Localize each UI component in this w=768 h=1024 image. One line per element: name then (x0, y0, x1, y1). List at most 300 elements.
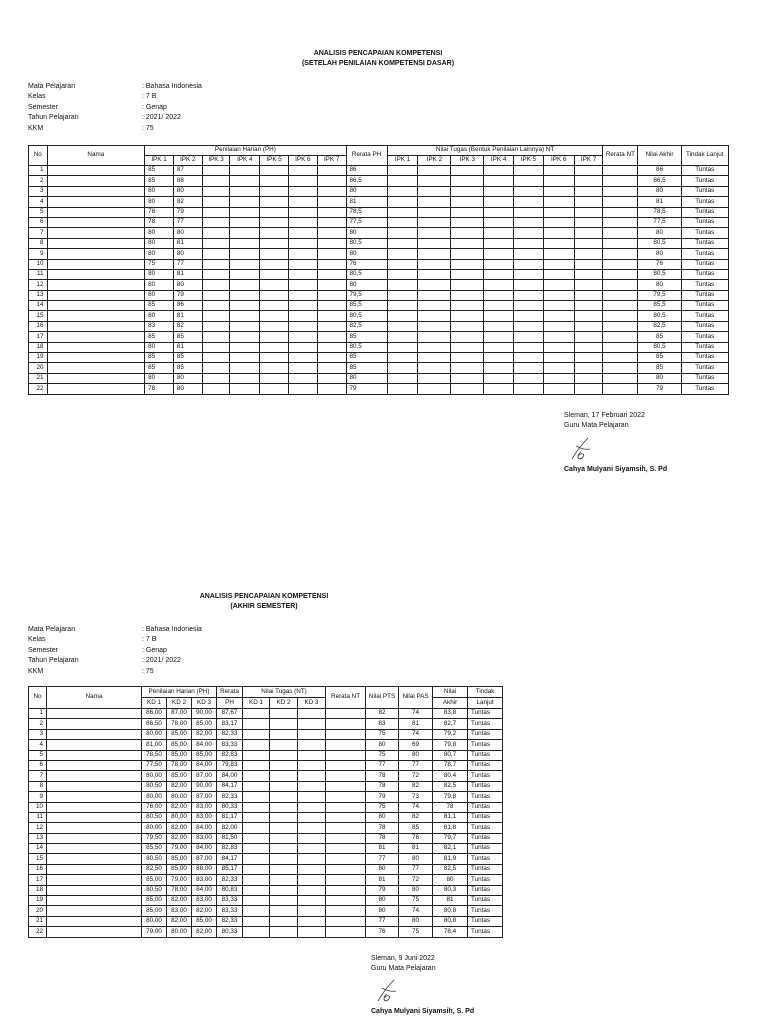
cell-empty (230, 290, 260, 300)
cell-empty (387, 166, 418, 176)
cell-empty (270, 906, 298, 916)
cell-empty (260, 228, 289, 238)
cell-empty (202, 363, 230, 373)
cell-ipk2: 87 (173, 166, 202, 176)
cell-empty (603, 186, 638, 196)
cell-no: 8 (29, 238, 48, 248)
cell-empty (451, 332, 484, 342)
cell-rerata-ph: 80,5 (346, 238, 387, 248)
cell-pas: 77 (399, 760, 433, 770)
cell-empty (298, 792, 326, 802)
cell-tindak-lanjut: Tuntas (468, 854, 503, 864)
cell-empty (243, 927, 270, 937)
cell-tindak-lanjut: Tuntas (681, 186, 728, 196)
cell-no: 14 (29, 301, 48, 311)
cell-pas: 74 (399, 802, 433, 812)
cell-rerata-ph: 84,17 (217, 854, 243, 864)
cell-empty (387, 259, 418, 269)
cell-kd2: 78,00 (167, 719, 192, 729)
cell-empty (288, 384, 317, 394)
cell-empty (202, 217, 230, 227)
cell-tindak-lanjut: Tuntas (681, 166, 728, 176)
cell-empty (317, 290, 346, 300)
cell-empty (484, 197, 514, 207)
cell-empty (270, 885, 298, 895)
cell-no: 2 (29, 719, 47, 729)
cell-empty (260, 238, 289, 248)
nt-ipk-header: IPK 3 (451, 156, 484, 166)
cell-empty (451, 301, 484, 311)
cell-ipk1: 80 (145, 249, 174, 259)
cell-rerata-ph: 83,33 (217, 906, 243, 916)
cell-tindak-lanjut: Tuntas (468, 771, 503, 781)
cell-empty (298, 729, 326, 739)
cell-tindak-lanjut: Tuntas (681, 373, 728, 383)
table-row (29, 249, 729, 259)
cell-no: 17 (29, 875, 47, 885)
cell-rerata-ph: 82,00 (217, 823, 243, 833)
cell-tindak-lanjut: Tuntas (468, 823, 503, 833)
cell-ipk1: 80 (145, 280, 174, 290)
cell-nama (47, 760, 142, 770)
ph-ipk-header: IPK 7 (317, 156, 346, 166)
cell-rerata-ph: 80 (346, 249, 387, 259)
cell-nilai-akhir: 79,2 (433, 729, 468, 739)
cell-empty (288, 207, 317, 217)
cell-empty (418, 301, 451, 311)
cell-ipk2: 81 (173, 311, 202, 321)
cell-nama (47, 238, 145, 248)
cell-empty (387, 186, 418, 196)
cell-empty (387, 342, 418, 352)
cell-empty (418, 280, 451, 290)
cell-empty (230, 384, 260, 394)
cell-kd1: 80,00 (142, 823, 167, 833)
cell-empty (243, 854, 270, 864)
cell-empty (298, 750, 326, 760)
cell-kd1: 80,00 (142, 916, 167, 926)
cell-empty (574, 207, 603, 217)
cell-empty (243, 719, 270, 729)
cell-empty (387, 176, 418, 186)
cell-kd3: 84,00 (192, 844, 217, 854)
cell-empty (260, 353, 289, 363)
cell-nilai-akhir: 86 (638, 166, 681, 176)
cell-nilai-akhir: 80,3 (433, 885, 468, 895)
cell-empty (298, 802, 326, 812)
cell-empty (326, 875, 366, 885)
table-row (29, 771, 503, 781)
cell-empty (418, 176, 451, 186)
cell-empty (514, 207, 544, 217)
cell-empty (543, 176, 574, 186)
cell-empty (260, 207, 289, 217)
cell-nama (47, 833, 142, 843)
cell-rerata-ph: 82,33 (217, 792, 243, 802)
info-value: : Genap (142, 646, 167, 654)
col-rerata-nt-header: Rerata NT (603, 146, 638, 166)
cell-rerata-ph: 81,17 (217, 812, 243, 822)
cell-empty (543, 342, 574, 352)
cell-empty (418, 311, 451, 321)
cell-nama (47, 792, 142, 802)
info-row (28, 656, 202, 666)
cell-kd2: 79,00 (167, 844, 192, 854)
cell-nama (47, 353, 145, 363)
cell-empty (514, 238, 544, 248)
cell-empty (298, 833, 326, 843)
cell-empty (514, 228, 544, 238)
cell-pts: 76 (366, 927, 399, 937)
cell-empty (270, 823, 298, 833)
cell-empty (202, 269, 230, 279)
cell-nama (47, 927, 142, 937)
cell-kd1: 80,00 (142, 729, 167, 739)
info-row (28, 625, 202, 635)
table-row (29, 896, 503, 906)
cell-no: 1 (29, 166, 48, 176)
ph-kd-header: KD 1 (142, 698, 167, 709)
col-tindak-lanjut-header: Tindak (468, 687, 503, 698)
cell-empty (298, 771, 326, 781)
cell-empty (202, 207, 230, 217)
cell-empty (288, 238, 317, 248)
cell-no: 17 (29, 332, 48, 342)
cell-rerata-ph: 83,17 (217, 719, 243, 729)
doc2-signature-name (371, 1007, 474, 1017)
cell-empty (603, 332, 638, 342)
cell-empty (543, 301, 574, 311)
cell-empty (603, 363, 638, 373)
cell-rerata-ph: 80 (346, 228, 387, 238)
cell-tindak-lanjut: Tuntas (681, 207, 728, 217)
cell-empty (288, 363, 317, 373)
cell-nilai-akhir: 80,5 (638, 342, 681, 352)
cell-empty (270, 740, 298, 750)
table-row (29, 373, 729, 383)
cell-rerata-ph: 85,17 (217, 864, 243, 874)
cell-nilai-akhir: 80,5 (638, 238, 681, 248)
cell-ipk1: 80 (145, 342, 174, 352)
cell-empty (418, 332, 451, 342)
cell-empty (543, 207, 574, 217)
cell-empty (202, 373, 230, 383)
cell-empty (243, 885, 270, 895)
cell-kd3: 87,00 (192, 792, 217, 802)
table-row (29, 864, 503, 874)
cell-kd3: 84,00 (192, 823, 217, 833)
cell-rerata-ph: 79,83 (217, 760, 243, 770)
cell-nilai-akhir: 81,8 (433, 823, 468, 833)
cell-kd1: 80,00 (142, 792, 167, 802)
cell-rerata-ph: 80,83 (217, 885, 243, 895)
cell-no: 20 (29, 363, 48, 373)
cell-pts: 80 (366, 812, 399, 822)
cell-empty (574, 186, 603, 196)
cell-rerata-ph: 80,5 (346, 342, 387, 352)
cell-empty (260, 197, 289, 207)
cell-no: 3 (29, 729, 47, 739)
cell-empty (326, 781, 366, 791)
cell-nama (47, 781, 142, 791)
table-row (29, 321, 729, 331)
cell-nama (47, 854, 142, 864)
cell-empty (202, 228, 230, 238)
doc1-title-line1: ANALISIS PENCAPAIAN KOMPETENSI (313, 50, 443, 57)
cell-nama (47, 259, 145, 269)
cell-no: 10 (29, 802, 47, 812)
nt-ipk-header: IPK 6 (543, 156, 574, 166)
cell-tindak-lanjut: Tuntas (468, 916, 503, 926)
cell-no: 12 (29, 280, 48, 290)
cell-rerata-ph: 77,5 (346, 217, 387, 227)
nt-ipk-header: IPK 5 (514, 156, 544, 166)
cell-empty (270, 927, 298, 937)
info-row (28, 103, 202, 113)
cell-rerata-ph: 87,67 (217, 709, 243, 719)
cell-empty (270, 719, 298, 729)
cell-empty (387, 207, 418, 217)
doc1-title-line2: (SETELAH PENILAIAN KOMPETENSI DASAR) (301, 60, 455, 67)
cell-no: 9 (29, 792, 47, 802)
cell-empty (288, 176, 317, 186)
cell-empty (230, 259, 260, 269)
doc2-title (114, 592, 414, 612)
col-ph-header: Penilaian Harian (PH) (142, 687, 217, 698)
cell-nilai-akhir: 81,1 (433, 812, 468, 822)
cell-empty (387, 373, 418, 383)
cell-empty (387, 290, 418, 300)
col-pas-header: Nilai PAS (399, 687, 433, 709)
cell-nilai-akhir: 82,5 (433, 864, 468, 874)
cell-tindak-lanjut: Tuntas (468, 885, 503, 895)
cell-pas: 74 (399, 709, 433, 719)
col-rerata-header: Rerata (217, 687, 243, 698)
col-nilai-akhir-header: Nilai Akhir (638, 146, 681, 166)
cell-empty (270, 771, 298, 781)
cell-empty (574, 311, 603, 321)
cell-empty (418, 373, 451, 383)
cell-empty (603, 301, 638, 311)
cell-empty (451, 228, 484, 238)
cell-pts: 75 (366, 729, 399, 739)
cell-no: 19 (29, 896, 47, 906)
table-row (29, 792, 503, 802)
cell-nama (47, 823, 142, 833)
info-row (28, 124, 202, 134)
cell-rerata-ph: 79 (346, 384, 387, 394)
table-row (29, 885, 503, 895)
signature-place-date: Sleman, 9 Juni 2022 (371, 955, 435, 962)
table-row (29, 916, 503, 926)
cell-kd2: 80,00 (167, 792, 192, 802)
cell-nilai-akhir: 80,8 (433, 906, 468, 916)
cell-no: 22 (29, 384, 48, 394)
col-ph-header: Penilaian Harian (PH) (145, 146, 346, 156)
cell-empty (484, 269, 514, 279)
cell-empty (484, 384, 514, 394)
table-row (29, 259, 729, 269)
cell-empty (514, 197, 544, 207)
cell-empty (514, 332, 544, 342)
cell-no: 19 (29, 353, 48, 363)
cell-kd2: 82,00 (167, 833, 192, 843)
cell-empty (418, 166, 451, 176)
cell-empty (514, 321, 544, 331)
cell-empty (514, 353, 544, 363)
cell-empty (298, 927, 326, 937)
cell-empty (451, 269, 484, 279)
cell-empty (418, 217, 451, 227)
cell-tindak-lanjut: Tuntas (681, 363, 728, 373)
cell-ipk2: 85 (173, 353, 202, 363)
cell-nilai-akhir: 82,5 (433, 781, 468, 791)
cell-ipk2: 80 (173, 384, 202, 394)
table-row (29, 802, 503, 812)
cell-empty (317, 384, 346, 394)
cell-nilai-akhir: 76 (638, 259, 681, 269)
ph-ipk-header: IPK 1 (145, 156, 174, 166)
cell-empty (514, 301, 544, 311)
cell-tindak-lanjut: Tuntas (468, 792, 503, 802)
cell-kd2: 80,00 (167, 812, 192, 822)
cell-empty (484, 353, 514, 363)
cell-empty (451, 311, 484, 321)
cell-nilai-akhir: 81 (638, 197, 681, 207)
cell-empty (418, 269, 451, 279)
cell-empty (514, 259, 544, 269)
cell-pts: 82 (366, 709, 399, 719)
cell-empty (230, 353, 260, 363)
cell-empty (260, 363, 289, 373)
cell-empty (270, 802, 298, 812)
cell-empty (243, 844, 270, 854)
cell-nilai-akhir: 83,8 (433, 709, 468, 719)
cell-pas: 80 (399, 885, 433, 895)
info-label: Mata Pelajaran (28, 626, 76, 633)
cell-no: 21 (29, 373, 48, 383)
cell-empty (451, 249, 484, 259)
cell-empty (387, 280, 418, 290)
cell-rerata-ph: 84,00 (217, 771, 243, 781)
cell-kd2: 82,00 (167, 896, 192, 906)
cell-kd2: 85,00 (167, 740, 192, 750)
cell-empty (298, 844, 326, 854)
cell-kd1: 80,50 (142, 812, 167, 822)
cell-kd2: 85,00 (167, 771, 192, 781)
cell-empty (484, 249, 514, 259)
cell-empty (270, 864, 298, 874)
cell-nama (47, 719, 142, 729)
cell-empty (484, 238, 514, 248)
info-row (28, 82, 202, 92)
cell-pas: 74 (399, 906, 433, 916)
cell-rerata-ph: 76 (346, 259, 387, 269)
cell-nama (47, 771, 142, 781)
cell-kd1: 77,50 (142, 760, 167, 770)
cell-empty (270, 781, 298, 791)
cell-empty (484, 207, 514, 217)
cell-tindak-lanjut: Tuntas (468, 802, 503, 812)
cell-rerata-ph: 85 (346, 353, 387, 363)
cell-empty (298, 781, 326, 791)
cell-empty (387, 249, 418, 259)
cell-rerata-ph: 80,33 (217, 802, 243, 812)
cell-ipk2: 86 (173, 301, 202, 311)
cell-nama (47, 228, 145, 238)
cell-empty (418, 290, 451, 300)
cell-nilai-akhir: 85,5 (638, 301, 681, 311)
cell-empty (260, 176, 289, 186)
cell-pts: 78 (366, 823, 399, 833)
cell-ipk1: 85 (145, 363, 174, 373)
cell-pas: 75 (399, 927, 433, 937)
info-label: Tahun Pelajaran (28, 657, 79, 665)
cell-empty (260, 384, 289, 394)
ph-ipk-header: IPK 4 (230, 156, 260, 166)
cell-empty (260, 321, 289, 331)
cell-rerata-ph: 84,17 (217, 781, 243, 791)
cell-no: 7 (29, 228, 48, 238)
info-row (28, 113, 202, 123)
cell-empty (202, 342, 230, 352)
cell-empty (418, 259, 451, 269)
cell-pts: 79 (366, 885, 399, 895)
cell-kd2: 83,00 (167, 906, 192, 916)
cell-pts: 77 (366, 854, 399, 864)
cell-empty (451, 207, 484, 217)
cell-empty (243, 740, 270, 750)
cell-empty (418, 238, 451, 248)
cell-pts: 75 (366, 802, 399, 812)
cell-empty (288, 249, 317, 259)
table-row (29, 363, 729, 373)
col-nilai-akhir-header-2: Akhir (433, 698, 468, 709)
doc2-signature (371, 954, 436, 974)
cell-kd2: 85,00 (167, 854, 192, 864)
cell-empty (230, 217, 260, 227)
ph-kd-header: KD 2 (167, 698, 192, 709)
cell-kd2: 78,00 (167, 760, 192, 770)
cell-empty (574, 332, 603, 342)
cell-pas: 75 (399, 896, 433, 906)
cell-rerata-ph: 85,5 (346, 301, 387, 311)
cell-empty (230, 363, 260, 373)
cell-empty (230, 228, 260, 238)
cell-ipk1: 80 (145, 290, 174, 300)
cell-no: 6 (29, 217, 48, 227)
cell-nilai-akhir: 80 (638, 249, 681, 259)
cell-empty (418, 363, 451, 373)
col-pts-header: Nilai PTS (366, 687, 399, 709)
cell-tindak-lanjut: Tuntas (468, 875, 503, 885)
cell-nama (47, 896, 142, 906)
cell-empty (603, 228, 638, 238)
cell-rerata-ph: 80 (346, 280, 387, 290)
cell-kd1: 80,50 (142, 885, 167, 895)
cell-nama (47, 844, 142, 854)
cell-empty (298, 760, 326, 770)
cell-pts: 78 (366, 833, 399, 843)
cell-nilai-akhir: 81 (433, 896, 468, 906)
cell-empty (288, 259, 317, 269)
table-row (29, 342, 729, 352)
cell-empty (574, 301, 603, 311)
cell-empty (514, 342, 544, 352)
cell-kd3: 82,00 (192, 729, 217, 739)
table-row (29, 228, 729, 238)
cell-empty (543, 290, 574, 300)
